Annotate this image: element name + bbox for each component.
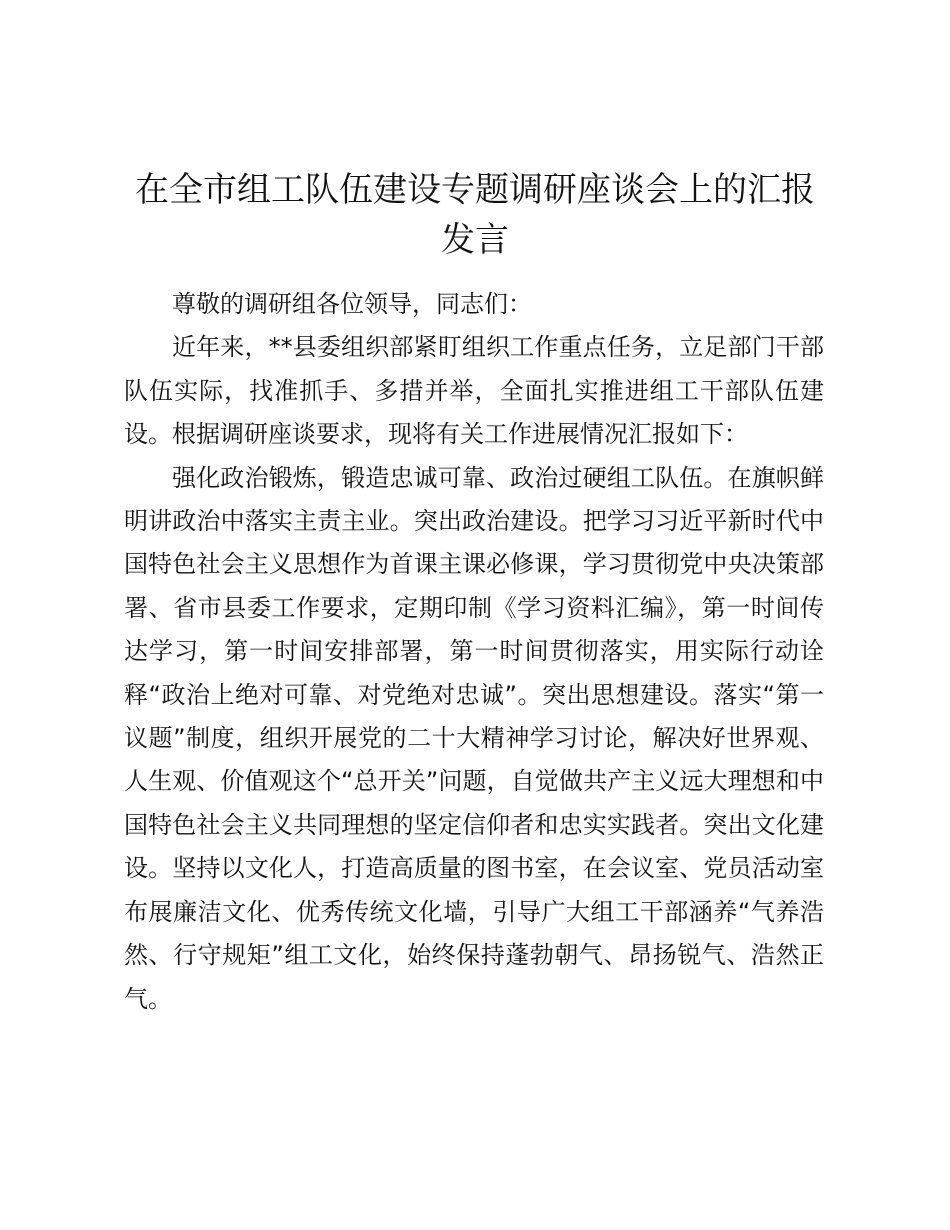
- paragraph-intro: 近年来，**县委组织部紧盯组织工作重点任务，立足部门干部队伍实际，找准抓手、多措并举，全面扎实推进组工干部队伍建设。根据调研座谈要求，现将有关工作进展情况汇报如下：: [124, 333, 824, 449]
- document-title: 在全市组工队伍建设专题调研座谈会上的汇报发言: [135, 170, 815, 260]
- salutation: 尊敬的调研组各位领导，同志们：: [172, 290, 532, 318]
- document-body: [124, 283, 824, 1021]
- paragraph-political-training: 强化政治锻炼，锻造忠诚可靠、政治过硬组工队伍。在旗帜鲜明讲政治中落实主责主业。突出政治建设。把学习习近平新时代中国特色社会主义思想作为首课主课必修课，学习贯彻党中央决策部署、省市县委工作要求，定期印制《学习资料汇编》，第一时间传达学习，第一时间安排部署，第一时间贯彻落实，用实际行动诠释“政治上绝对可靠、对党绝对忠诚”。突出思想建设。落实“第一议题”制度，组织开展党的二十大精神学习讨论，解决好世界观、人生观、价值观这个“总开关”问题，自觉做共产主义远大理想和中国特色社会主义共同理想的坚定信仰者和忠实实践者。突出文化建设。坚持以文化人，打造高质量的图书室，在会议室、党员活动室布展廉洁文化、优秀传统文化墙，引导广大组工干部涵养“气养浩然、行守规矩”组工文化，始终保持蓬勃朝气、昂扬锐气、浩然正气。: [124, 463, 824, 1013]
